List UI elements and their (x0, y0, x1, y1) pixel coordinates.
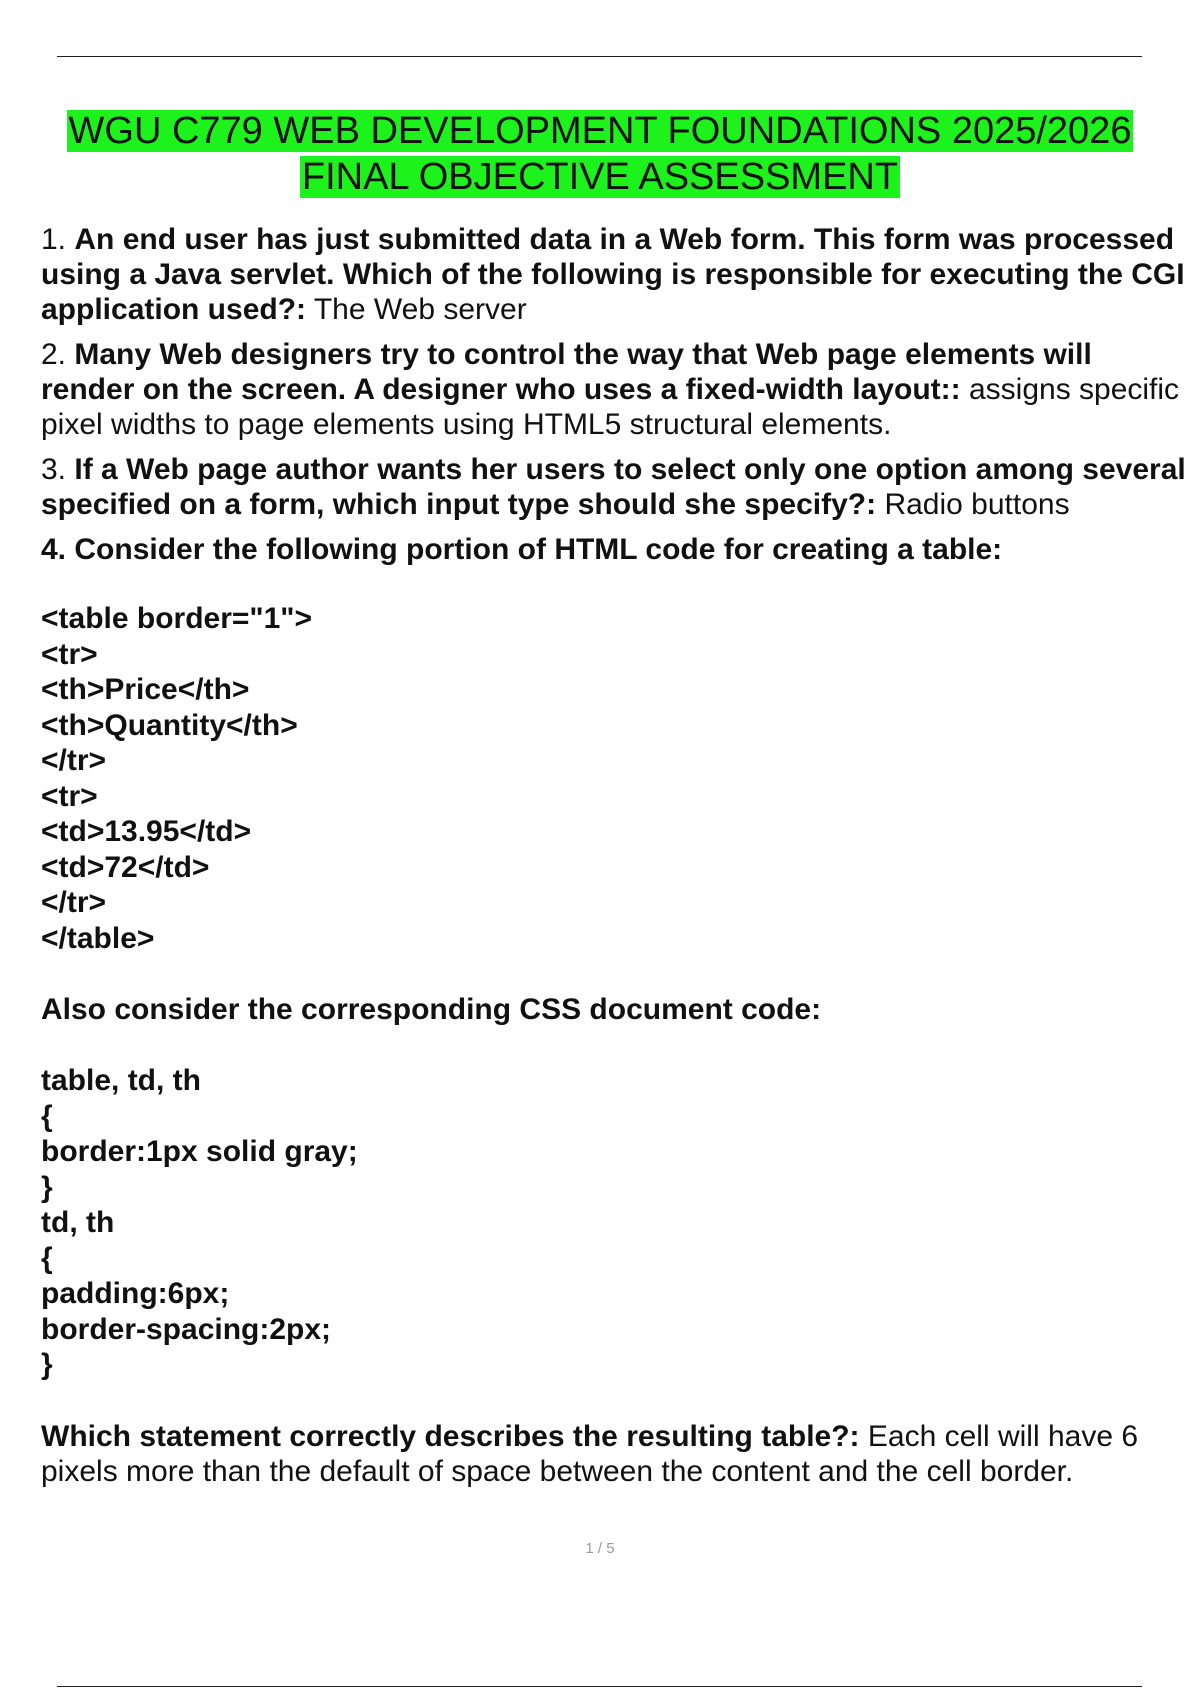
code-line: border:1px solid gray; (41, 1135, 358, 1168)
code-line: <table border="1"> (41, 602, 313, 635)
question-1 (41, 222, 1191, 327)
question-2 (41, 337, 1191, 442)
code-line: <th>Price</th> (41, 673, 250, 706)
question-text: Many Web designers try to control the way that Web page elements will render on the screen. A designer who uses a fixed-width layout:: (41, 338, 1092, 406)
question-number: 1. (41, 223, 67, 256)
answer-text: Radio buttons (884, 488, 1070, 521)
question-4 (41, 532, 1191, 567)
answer-text: assigns specific pixel widths to page elements using HTML5 structural elements. (41, 373, 1180, 441)
answer-text: The Web server (313, 293, 527, 326)
code-line: td, th (41, 1206, 115, 1239)
document-body (41, 222, 1191, 1499)
question-text: If a Web page author wants her users to select only one option among several specified on a form, which input type should she specify?: (41, 453, 1186, 521)
code-line: <th>Quantity</th> (41, 708, 298, 742)
code-line: } (41, 1170, 53, 1204)
question-4-final (41, 1419, 1191, 1489)
bottom-rule (57, 1686, 1142, 1687)
code-line: <tr> (41, 637, 98, 671)
code-line: { (41, 1099, 53, 1133)
code-line: { (41, 1241, 53, 1275)
code-line: </tr> (41, 886, 107, 919)
document-title (0, 108, 1200, 200)
code-line: padding:6px; (41, 1277, 230, 1310)
question-number: 3. (41, 453, 67, 486)
question-text: An end user has just submitted data in a Web form. This form was processed using a Java servlet. Which of the following is responsible for executing the CGI application used?: (41, 223, 1185, 326)
title-line-2: FINAL OBJECTIVE ASSESSMENT (301, 156, 899, 198)
spacer (41, 1383, 1191, 1419)
css-intro: Also consider the corresponding CSS document code: (41, 993, 822, 1026)
code-line: </tr> (41, 744, 107, 777)
html-code-block (41, 601, 1191, 956)
code-line: <td>72</td> (41, 850, 210, 884)
question-text: Consider the following portion of HTML code for creating a table: (74, 533, 1003, 566)
code-line: <td>13.95</td> (41, 815, 252, 848)
spacer (41, 1027, 1191, 1063)
spacer (41, 567, 1191, 601)
question-number: 2. (41, 338, 67, 371)
code-line: border-spacing:2px; (41, 1312, 332, 1346)
question-3 (41, 452, 1191, 522)
spacer (41, 956, 1191, 992)
top-rule (57, 56, 1142, 57)
answer-text: Each cell will have 6 pixels more than the default of space between the content and the cell border. (41, 1419, 1139, 1488)
question-text: Which statement correctly describes the resulting table?: (41, 1419, 860, 1453)
code-line: <tr> (41, 779, 98, 813)
question-number: 4. (41, 533, 67, 566)
title-line-1: WGU C779 WEB DEVELOPMENT FOUNDATIONS 2025/2026 (68, 110, 1132, 152)
css-code-block (41, 1063, 1191, 1383)
code-line: </table> (41, 921, 155, 955)
code-line: } (41, 1348, 53, 1381)
page-number: 1 / 5 (585, 1540, 615, 1557)
code-line: table, td, th (41, 1064, 201, 1097)
